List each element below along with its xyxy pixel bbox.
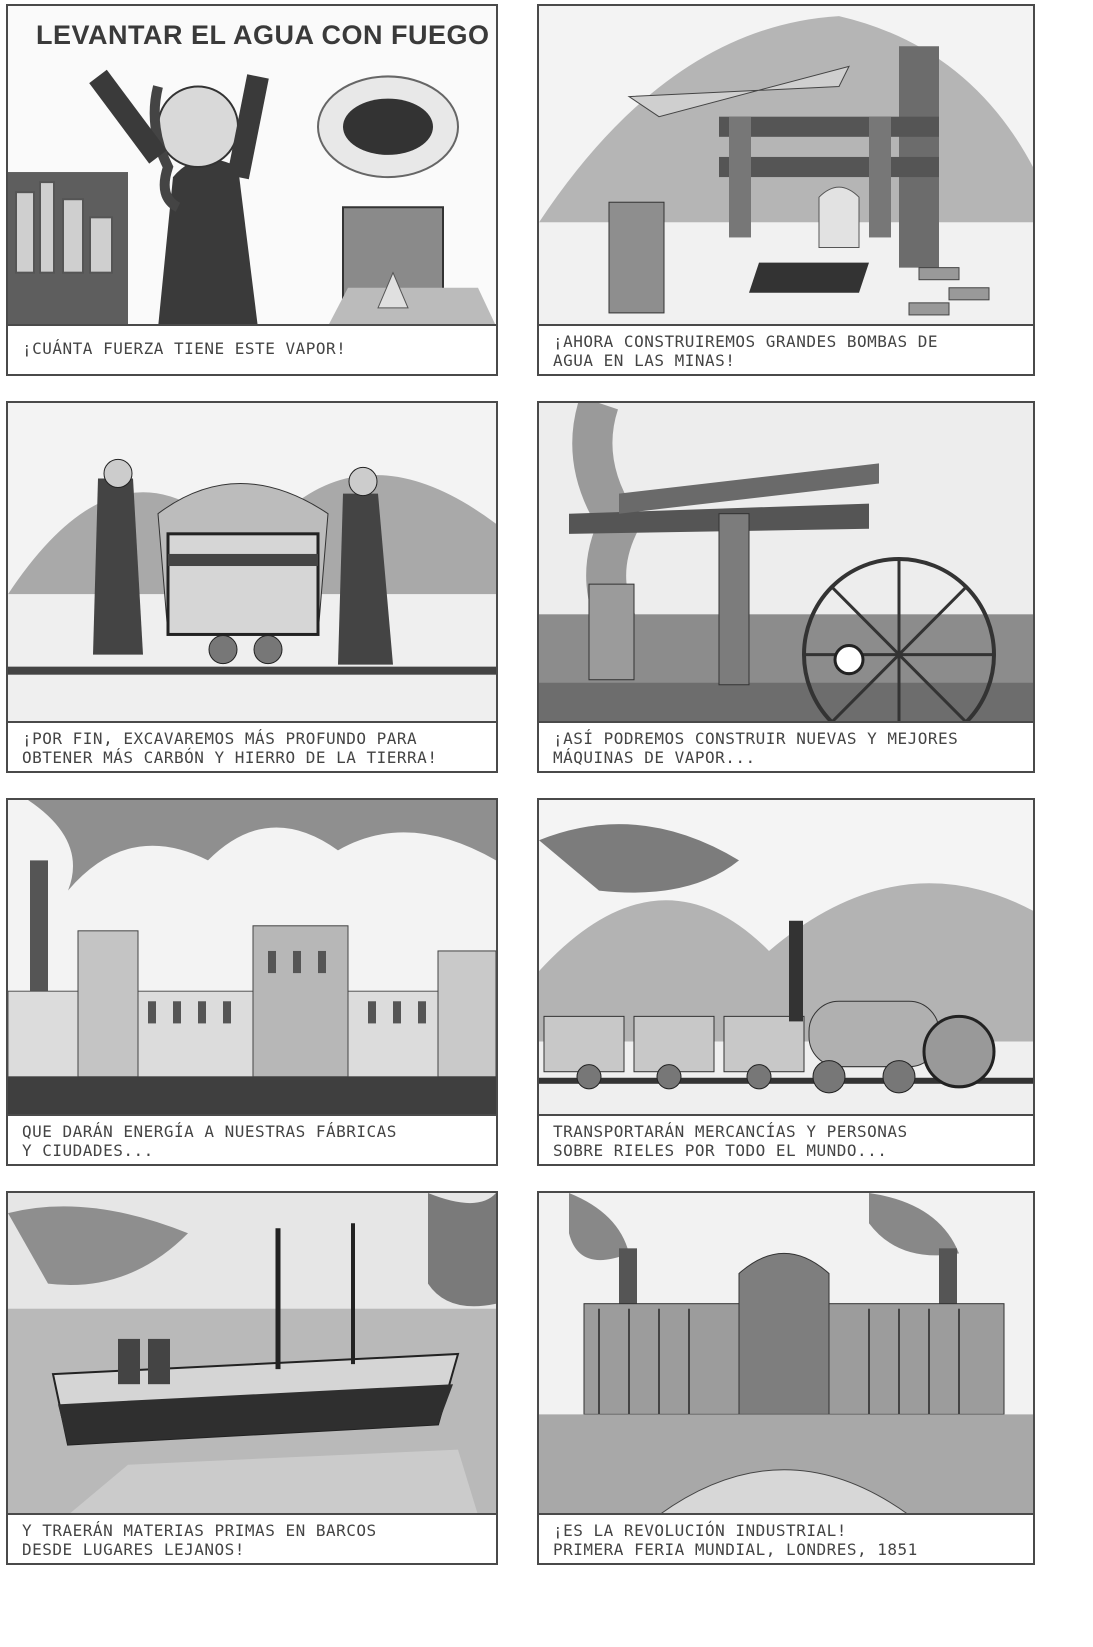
panel-8-caption [539, 1513, 1033, 1563]
panel-2-caption [539, 324, 1033, 374]
panel-3-illustration [8, 403, 496, 723]
caption-line: PRIMERA FERIA MUNDIAL, LONDRES, 1851 [553, 1540, 918, 1559]
panel-8-illustration [539, 1193, 1033, 1515]
comic-panel-4 [537, 401, 1035, 773]
panel-2-illustration [539, 6, 1033, 326]
comic-panel-7 [6, 1191, 498, 1565]
comic-panel-2 [537, 4, 1035, 376]
caption-line: MÁQUINAS DE VAPOR... [553, 748, 756, 767]
comic-panel-8 [537, 1191, 1035, 1565]
comic-panel-6 [537, 798, 1035, 1166]
caption-line: Y CIUDADES... [22, 1141, 154, 1160]
panel-7-illustration [8, 1193, 496, 1515]
panel-5-illustration [8, 800, 496, 1116]
panel-5-caption [8, 1114, 496, 1164]
caption-line: ¡AHORA CONSTRUIREMOS GRANDES BOMBAS DE [553, 332, 939, 351]
caption-line: ¡CUÁNTA FUERZA TIENE ESTE VAPOR! [22, 339, 347, 358]
panel-1-illustration [8, 6, 496, 326]
comic-title: LEVANTAR EL AGUA CON FUEGO [36, 20, 490, 50]
caption-line: ¡POR FIN, EXCAVAREMOS MÁS PROFUNDO PARA [22, 729, 418, 748]
caption-line: ¡ASÍ PODREMOS CONSTRUIR NUEVAS Y MEJORES [553, 729, 959, 748]
caption-line: QUE DARÁN ENERGÍA A NUESTRAS FÁBRICAS [22, 1122, 397, 1141]
caption-line: DESDE LUGARES LEJANOS! [22, 1540, 245, 1559]
caption-line: TRANSPORTARÁN MERCANCÍAS Y PERSONAS [553, 1122, 908, 1141]
comic-panel-3 [6, 401, 498, 773]
caption-line: AGUA EN LAS MINAS! [553, 351, 736, 370]
comic-panel-5 [6, 798, 498, 1166]
panel-6-caption [539, 1114, 1033, 1164]
panel-4-illustration [539, 403, 1033, 723]
panel-6-illustration [539, 800, 1033, 1116]
caption-line: Y TRAERÁN MATERIAS PRIMAS EN BARCOS [22, 1521, 377, 1540]
panel-7-caption [8, 1513, 496, 1563]
panel-1-caption [8, 324, 496, 374]
panel-3-caption [8, 721, 496, 771]
caption-line: OBTENER MÁS CARBÓN Y HIERRO DE LA TIERRA! [22, 748, 438, 767]
panel-4-caption [539, 721, 1033, 771]
caption-line: SOBRE RIELES POR TODO EL MUNDO... [553, 1141, 888, 1160]
caption-line: ¡ES LA REVOLUCIÓN INDUSTRIAL! [553, 1521, 847, 1540]
comic-panel-1 [6, 4, 498, 376]
